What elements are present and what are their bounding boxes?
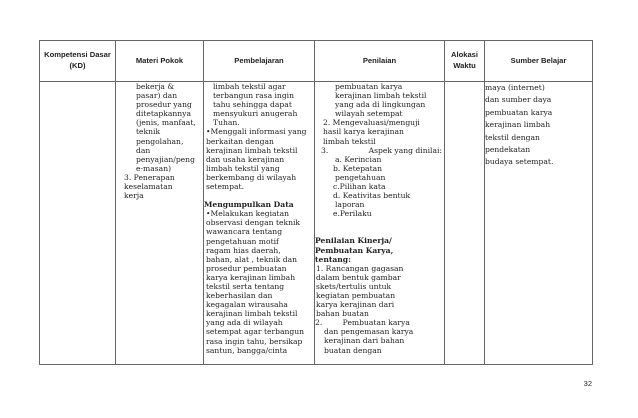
text-line: hasil karya kerajinan	[323, 127, 404, 137]
text-line: yang ada di wilayah	[206, 318, 283, 328]
text-line: dan pengemasan karya	[324, 327, 414, 337]
text-line: pasar) dan	[136, 91, 178, 101]
table-row	[40, 82, 593, 365]
text-line: kerajinan limbah	[485, 120, 551, 130]
text-line: bahan buatan	[316, 309, 369, 319]
text-line: mensyukuri anugerah	[213, 109, 298, 119]
text-line: budaya setempat.	[485, 157, 554, 167]
text-line: pembuatan karya	[485, 107, 553, 117]
text-line: e-masan)	[136, 163, 172, 173]
text-line: Mengevaluasi/menguji	[332, 118, 420, 128]
list-number: 2.	[315, 318, 323, 328]
text-line: pembuatan karya	[335, 82, 403, 91]
kd-cell	[40, 82, 116, 365]
header-penilaian: Penilaian	[315, 41, 445, 82]
sumber-belajar-cell	[485, 82, 593, 365]
list-number: 3.	[321, 145, 329, 155]
aspect-item: e.Perilaku	[333, 209, 372, 219]
text-line: skets/tertulis untuk	[316, 281, 392, 291]
text-line: maya (internet)	[485, 83, 545, 92]
text-line: tahu sehingga dapat	[213, 100, 292, 110]
text-line: tentang:	[315, 254, 351, 264]
aspect-item: b. Ketepatan	[333, 163, 383, 173]
list-text: Aspek yang dinilai:	[368, 145, 442, 155]
aspect-item: a. Kerincian	[335, 154, 382, 164]
bullet-icon: •	[206, 127, 211, 137]
header-sumber-belajar: Sumber Belajar	[485, 41, 593, 82]
list-number: 1.	[316, 263, 324, 273]
text-line: berkembang di wilayah	[206, 172, 297, 182]
text-line: Melakukan kegiatan	[210, 209, 290, 219]
kinerja-item-1	[315, 264, 444, 319]
text-line: tekstil dengan	[485, 132, 540, 142]
text-line: keselamatan	[124, 182, 173, 192]
header-materi-pokok: Materi Pokok	[116, 41, 204, 82]
text-line: yang ada di lingkungan	[335, 100, 426, 110]
text-line: Tuhan.	[213, 118, 240, 128]
text-line: limbah tekstil agar	[213, 82, 286, 91]
text-line: karya kerajinan limbah	[206, 272, 296, 282]
penilaian-item-3	[315, 146, 444, 155]
aspect-item: pengetahuan	[335, 172, 386, 182]
text-line: wawancara tentang	[206, 227, 283, 237]
text-line: kerajinan limbah tekstil	[206, 309, 298, 319]
list-text: Pembuatan karya	[342, 318, 410, 328]
aspect-item: d. Keativitas bentuk	[333, 191, 411, 201]
text-line: buatan dengan	[324, 345, 382, 355]
text-line: dan sumber daya	[485, 95, 552, 105]
text-line: bahan, alat , teknik dan	[206, 254, 298, 264]
text-line: karya kerajinan dari	[316, 300, 395, 310]
text-line: kerajinan limbah tekstil	[206, 145, 298, 155]
lesson-plan-table	[39, 40, 593, 365]
text-line: bekerja &	[136, 82, 175, 91]
text-line: prosedur yang	[136, 100, 192, 110]
text-line: pengolahan,	[136, 136, 184, 146]
text-line: setempat agar terbangun	[206, 327, 305, 337]
text-line: ragam hias daerah,	[206, 245, 281, 255]
text-line: limbah tekstil	[323, 136, 376, 146]
text-line: teknik	[136, 127, 161, 137]
alokasi-waktu-cell	[445, 82, 485, 365]
materi-list	[116, 82, 203, 173]
text-line: wilayah setempat	[335, 109, 403, 119]
materi-item-3	[116, 173, 203, 200]
text-line: dalam bentuk gambar	[316, 272, 401, 282]
pembelajaran-bullet-1	[204, 127, 314, 191]
pembelajaran-cell	[204, 82, 315, 365]
text-line: Penerapan	[133, 172, 175, 182]
header-row	[40, 41, 593, 82]
text-line: limbah tekstil yang	[206, 163, 280, 173]
penilaian-item-2	[315, 118, 444, 145]
text-line: penyajian/peng	[136, 154, 195, 164]
text-line: kerajinan dari bahan	[324, 336, 405, 346]
header-pembelajaran: Pembelajaran	[204, 41, 315, 82]
text-line: Menggali informasi yang	[210, 127, 307, 137]
text-line: kerajinan limbah tekstil	[335, 91, 427, 101]
text-line: prosedur pembuatan	[206, 263, 287, 273]
text-line: terbangun rasa ingin	[213, 91, 295, 101]
aspect-list	[315, 155, 444, 219]
text-line: observasi dengan teknik	[206, 218, 301, 228]
penilaian-cell	[315, 82, 445, 365]
list-number: 2.	[323, 118, 331, 128]
text-line: (jenis, manfaat,	[136, 118, 196, 128]
sumber-list	[485, 82, 592, 169]
text-line: rasa ingin tahu, bersikap	[206, 336, 303, 346]
text-line: dan usaha kerajinan	[206, 154, 285, 164]
text-line: Rancangan gagasan	[325, 263, 404, 273]
text-line: ditetapkannya	[136, 109, 192, 119]
text-line: pendekatan	[485, 145, 531, 155]
page-number: 32	[583, 379, 592, 388]
header-kompetensi-dasar: Kompetensi Dasar (KD)	[40, 41, 116, 82]
text-line: setempat.	[206, 182, 244, 192]
list-number: 3.	[124, 172, 132, 182]
text-line: keberhasilan dan	[206, 291, 273, 301]
text-line: kegiatan pembuatan	[316, 290, 396, 300]
text-line: berkaitan dengan	[206, 136, 274, 146]
bullet-icon: •	[206, 209, 211, 219]
materi-pokok-cell	[116, 82, 204, 365]
pembelajaran-heading: Mengumpulkan Data	[204, 200, 294, 210]
pembelajaran-bullet-2	[204, 209, 314, 355]
text-line: kegagalan wirausaha	[206, 300, 288, 310]
aspect-item: laporan	[335, 200, 365, 210]
penilaian-kinerja-heading	[315, 236, 444, 263]
text-line: tekstil serta tentang	[206, 281, 285, 291]
kinerja-item-2	[315, 318, 444, 354]
text-line: pengetahuan motif	[206, 236, 279, 246]
text-line: dan	[136, 145, 151, 155]
text-line: Pembuatan Karya,	[315, 245, 394, 255]
header-alokasi-waktu: Alokasi Waktu	[445, 41, 485, 82]
text-line: kerja	[124, 191, 144, 201]
aspect-item: c.Pilihan kata	[333, 182, 386, 192]
text-line: Penilaian Kinerja/	[315, 236, 392, 246]
text-line: santun, bangga/cinta	[206, 345, 288, 355]
